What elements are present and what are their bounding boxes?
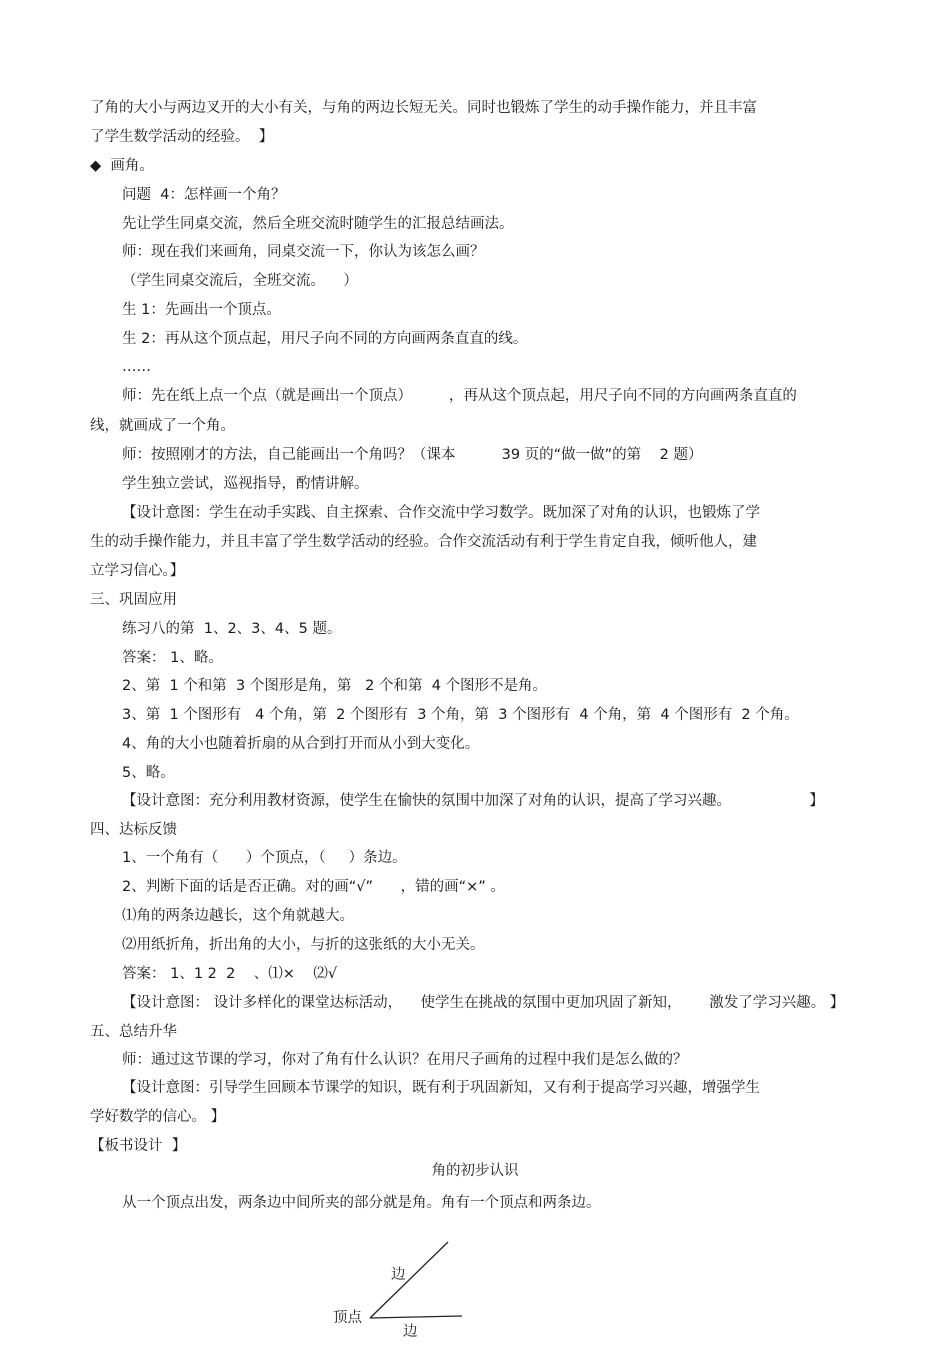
text-line: 师：先在纸上点一个点（就是画出一个顶点） ，再从这个顶点起，用尺子向不同的方向画两条直直的 — [122, 388, 797, 404]
board-design-heading: 【板书设计 】 — [90, 1138, 187, 1154]
vertex-label: 顶点 — [333, 1310, 362, 1326]
text-line: 生 1：先画出一个顶点。 — [122, 302, 281, 318]
design-intent: 立学习信心。】 — [90, 563, 185, 579]
design-intent: 【设计意图： 设计多样化的课堂达标活动， 使学生在挑战的氛围中更加巩固了新知， 激发了学习兴趣。 】 — [122, 995, 845, 1011]
text-line: 师：现在我们来画角，同桌交流一下，你认为该怎么画？ — [122, 244, 485, 260]
text-line: 4、角的大小也随着折扇的从合到打开而从小到大变化。 — [122, 736, 480, 752]
text-line: 了角的大小与两边叉开的大小有关，与角的两边长短无关。同时也锻炼了学生的动手操作能力，并且丰富 — [90, 100, 757, 116]
text-line: 了学生数学活动的经验。 】 — [90, 129, 274, 145]
side-label-upper: 边 — [391, 1267, 406, 1283]
text-line: 线，就画成了一个角。 — [90, 418, 235, 434]
text-line: 师：通过这节课的学习，你对了角有什么认识？在用尺子画角的过程中我们是怎么做的？ — [122, 1052, 688, 1068]
board-title: 角的初步认识 — [431, 1163, 519, 1179]
bullet-heading: ◆ 画角。 — [90, 158, 154, 174]
text-line: 1、一个角有（ ）个顶点，（ ）条边。 — [122, 850, 407, 866]
design-intent: 【设计意图：学生在动手实践、自主探索、合作交流中学习数学。既加深了对角的认识，也锻炼了学 — [122, 505, 760, 521]
text-line: 师：按照刚才的方法，自己能画出一个角吗？（课本 39 页的“做一做”的第 2 题） — [122, 447, 703, 463]
section-heading: 三、巩固应用 — [90, 592, 177, 608]
text-line: 问题 4：怎样画一个角？ — [122, 187, 286, 203]
section-heading: 四、达标反馈 — [90, 822, 177, 838]
angle-side-lower — [370, 1316, 462, 1318]
design-intent: 生的动手操作能力，并且丰富了学生数学活动的经验。合作交流活动有利于学生肯定自我，倾听他人，建 — [90, 534, 757, 550]
text-line: 5、略。 — [122, 765, 175, 781]
text-line: 答案： 1、1 2 2 、⑴× ⑵√ — [122, 966, 338, 982]
design-intent: 【设计意图：充分利用教材资源，使学生在愉快的氛围中加深了对角的认识，提高了学习兴趣。 】 — [122, 793, 824, 809]
angle-side-upper — [370, 1242, 448, 1318]
text-line: 学生独立尝试，巡视指导，酌情讲解。 — [122, 476, 369, 492]
board-definition: 从一个顶点出发，两条边中间所夹的部分就是角。角有一个顶点和两条边。 — [122, 1195, 601, 1211]
design-intent: 【设计意图：引导学生回顾本节课学的知识，既有利于巩固新知，又有利于提高学习兴趣，增强学生 — [122, 1080, 760, 1096]
text-line: ⑴角的两条边越长，这个角就越大。 — [122, 908, 354, 924]
text-line: 答案： 1、略。 — [122, 650, 223, 666]
text-line: 生 2：再从这个顶点起，用尺子向不同的方向画两条直直的线。 — [122, 331, 528, 347]
section-heading: 五、总结升华 — [90, 1024, 177, 1040]
text-line: 3、第 1 个图形有 4 个角，第 2 个图形有 3 个角，第 3 个图形有 4 个角，第 4 个图形有 2 个角。 — [122, 707, 799, 723]
design-intent: 学好数学的信心。 】 — [90, 1109, 226, 1125]
text-line: 练习八的第 1、2、3、4、5 题。 — [122, 621, 342, 637]
text-line: ⑵用纸折角，折出角的大小，与折的这张纸的大小无关。 — [122, 937, 485, 953]
side-label-lower: 边 — [403, 1324, 418, 1340]
text-line: 2、判断下面的话是否正确。对的画“√” ，错的画“×” 。 — [122, 879, 505, 895]
text-line: （学生同桌交流后，全班交流。 ） — [122, 273, 358, 289]
text-line: 先让学生同桌交流，然后全班交流时随学生的汇报总结画法。 — [122, 216, 514, 232]
text-line: …… — [122, 359, 151, 375]
text-line: 2、第 1 个和第 3 个图形是角，第 2 个和第 4 个图形不是角。 — [122, 678, 548, 694]
